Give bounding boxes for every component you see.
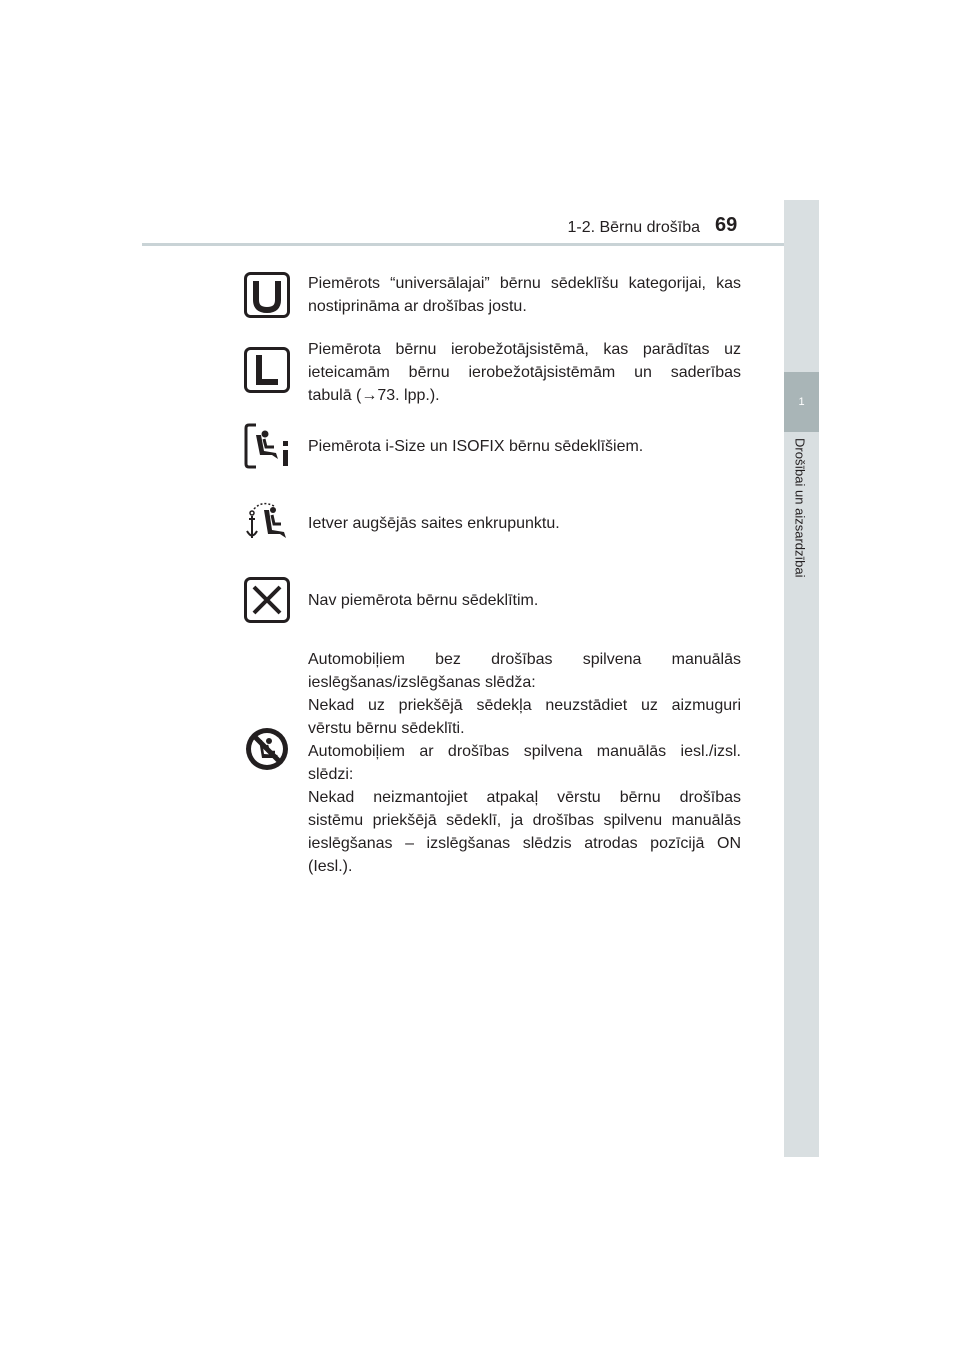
not-suitable-x-icon [244, 577, 290, 623]
isofix-seat-icon [244, 423, 290, 469]
text-line: ieslēgšanas/izslēgšanas slēdža: [308, 674, 536, 691]
text-line: slēdzi: [308, 766, 354, 783]
header-divider [142, 243, 819, 246]
item-description-not-suitable [308, 589, 741, 612]
text-line: (Iesl.). [308, 858, 353, 875]
text-line: Nekad neizmantojiet atpakaļ vērstu bērnu drošības [308, 789, 741, 806]
chapter-tab [784, 372, 819, 432]
text-line: tabulā (→73. lpp.). [308, 387, 440, 404]
text-line: ieslēgšanas – izslēgšanas slēdzis atrodas pozīcijā ON [308, 835, 741, 852]
text-line: vērstu bērnu sēdeklīti. [308, 720, 465, 737]
text-line: Nav piemērota bērnu sēdeklītim. [308, 592, 539, 609]
text-line: ieteicamām bērnu ierobežotājsistēmām un saderības [308, 364, 741, 381]
top-tether-anchor-icon [244, 500, 290, 546]
item-description-restricted [308, 338, 741, 407]
item-description-top-tether [308, 512, 741, 535]
text-line: Piemērota bērnu ierobežotājsistēmā, kas parādītas uz [308, 341, 741, 358]
text-line: Ietver augšējās saites enkrupunktu. [308, 515, 560, 532]
no-rear-facing-seat-icon [244, 726, 290, 772]
item-description-no-rear-facing [308, 648, 741, 878]
text-line: Automobiļiem ar drošības spilvena manuālās iesl./izsl. [308, 743, 741, 760]
chapter-number: 1 [798, 396, 805, 408]
text-line: nostiprināma ar drošības jostu. [308, 298, 527, 315]
chapter-label: Drošībai un aizsardzībai [792, 438, 808, 578]
text-line: Piemērota i-Size un ISOFIX bērnu sēdeklīšiem. [308, 438, 644, 455]
item-description-isofix [308, 435, 741, 458]
restricted-l-icon [244, 347, 290, 393]
page-number: 69 [715, 214, 738, 236]
chapter-sidebar [784, 200, 819, 1157]
text-line: sistēmu priekšējā sēdeklī, ja drošības spilvenu manuālās [308, 812, 741, 829]
text-line: Piemērots “universālajai” bērnu sēdeklīšu kategorijai, kas [308, 275, 741, 292]
universal-u-icon [244, 272, 290, 318]
item-description-universal [308, 272, 741, 318]
text-line: Nekad uz priekšējā sēdekļa neuzstādiet uz aizmuguri [308, 697, 741, 714]
section-title: 1-2. Bērnu drošība [567, 219, 700, 236]
text-line: Automobiļiem bez drošības spilvena manuālās [308, 651, 741, 668]
